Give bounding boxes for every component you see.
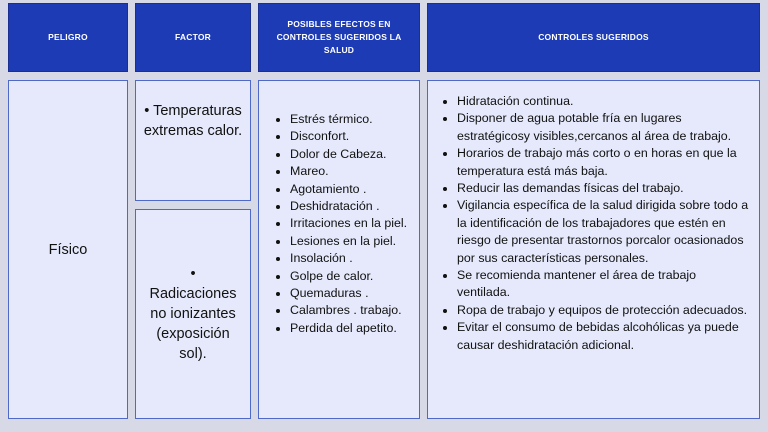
header-peligro-label: PELIGRO [48,32,88,42]
factor-text-temperaturas: • Temperaturas extremas calor. [143,103,243,139]
control-item: • Se recomienda mantener el área de trabajo ventilada. [457,267,749,302]
peligro-cell [8,80,128,419]
control-item: • Reducir las demandas físicas del trabajo. [457,180,749,197]
control-item: • Horarios de trabajo más corto o en horas en que la temperatura está más baja. [457,145,749,180]
efecto-item: • Perdida del apetito. [290,320,413,337]
control-item: • Evitar el consumo de bebidas alcohólicas ya puede causar deshidratación adicional. [457,319,749,354]
efecto-item: • Deshidratación . [290,198,413,215]
control-item: • Vigilancia específica de la salud dirigida sobre todo a la identificación de los trabajadores que estén en riesgo de presentar trastornos porcalor ocasionados por sus características personales. [457,197,749,267]
efecto-item: • Quemaduras . [290,285,413,302]
control-item: • Disponer de agua potable fría en lugares estratégicosy visibles,cercanos al área de trabajo. [457,110,749,145]
efecto-item: • Irritaciones en la piel. [290,215,413,232]
controles-cell [427,80,760,419]
efectos-cell [258,80,420,419]
peligro-text: Físico [48,241,88,258]
header-factor-label: FACTOR [175,32,211,42]
factor-cell-temperaturas [135,80,251,201]
efecto-item: • Insolación . [290,250,413,267]
efecto-item: • Agotamiento . [290,181,413,198]
factor-cell-radiaciones [135,209,251,419]
efecto-item: • Lesiones en la piel. [290,233,413,250]
controles-list [440,93,749,354]
header-efectos-label: POSIBLES EFECTOS EN CONTROLES SUGERIDOS LA SALUD [276,19,402,55]
efecto-item: • Estrés térmico. [290,111,413,128]
efecto-item: • Golpe de calor. [290,268,413,285]
efecto-item: • Calambres . trabajo. [290,302,413,319]
header-controles [427,3,760,72]
header-factor [135,3,251,72]
efecto-item: • Mareo. [290,163,413,180]
efecto-item: • Disconfort. [290,128,413,145]
header-peligro [8,3,128,72]
control-item: • Hidratación continua. [457,93,749,110]
header-efectos [258,3,420,72]
efecto-item: • Dolor de Cabeza. [290,146,413,163]
efectos-list [273,111,413,337]
control-item: • Ropa de trabajo y equipos de protección adecuados. [457,302,749,319]
header-controles-label: CONTROLES SUGERIDOS [538,32,649,42]
factor-text-radiaciones: • Radicaciones no ionizantes (exposición sol). [149,266,237,362]
